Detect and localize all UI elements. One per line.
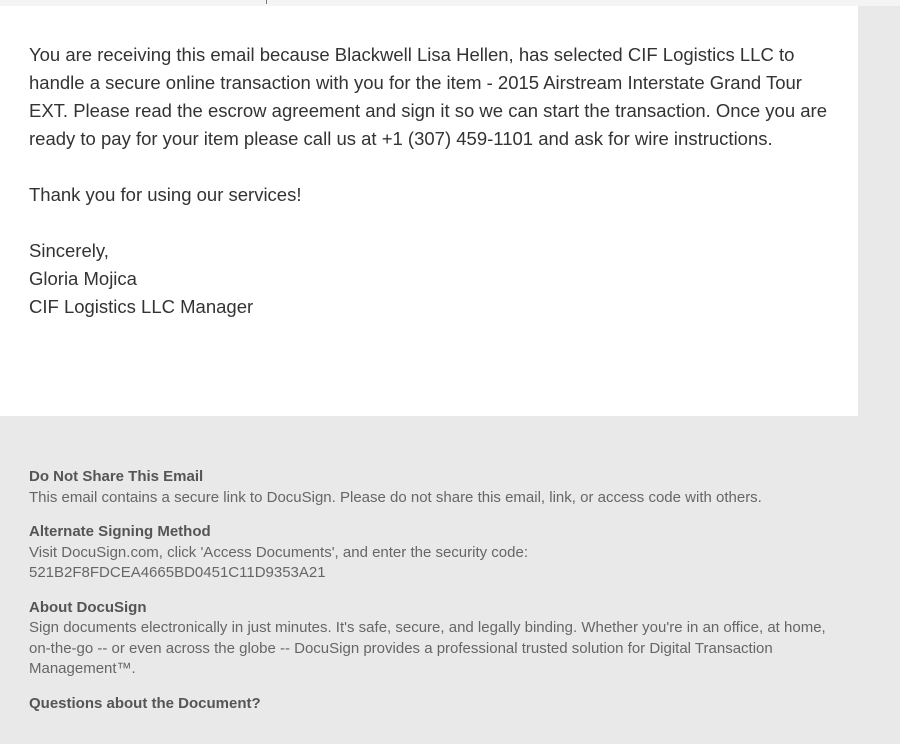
email-body	[29, 41, 839, 321]
body-paragraph: You are receiving this email because Blackwell Lisa Hellen, has selected CIF Logistics LLC to handle a secure online transaction with you for the item - 2015 Airstream Interstate Grand Tour EXT. Please read the escrow agreement and sign it so we can start the transaction. Once you are ready to pay for your item please call us at +1 (307) 459-1101 and ask for wire instructions.	[29, 44, 827, 149]
about-heading: About DocuSign	[29, 598, 147, 616]
do-not-share-section	[29, 467, 839, 508]
about-text: Sign documents electronically in just minutes. It's safe, secure, and legally binding. Whether you're in an office, at home, on-the-go -- or even across the globe -- DocuSign provides a professional trusted solution for Digital Transaction Management™.	[29, 619, 826, 677]
email-body-card	[0, 6, 858, 416]
about-section	[29, 598, 839, 680]
alternate-signing-heading: Alternate Signing Method	[29, 523, 211, 540]
do-not-share-heading: Do Not Share This Email	[29, 468, 204, 485]
security-code: 521B2F8FDCEA4665BD0451C11D9353A21	[29, 564, 326, 581]
alternate-signing-section	[29, 522, 839, 584]
questions-section	[29, 694, 839, 715]
do-not-share-text: This email contains a secure link to DocuSign. Please do not share this email, link, or access code with others.	[29, 488, 762, 506]
thanks-line: Thank you for using our services!	[29, 184, 302, 205]
divider	[266, 0, 267, 4]
email-footer	[29, 467, 839, 728]
alternate-signing-text: Visit DocuSign.com, click 'Access Documents', and enter the security code:	[29, 543, 528, 561]
sender-name: Gloria Mojica	[29, 268, 137, 289]
questions-heading: Questions about the Document?	[29, 694, 261, 712]
closing-line: Sincerely,	[29, 240, 109, 261]
sender-title: CIF Logistics LLC Manager	[29, 296, 254, 317]
